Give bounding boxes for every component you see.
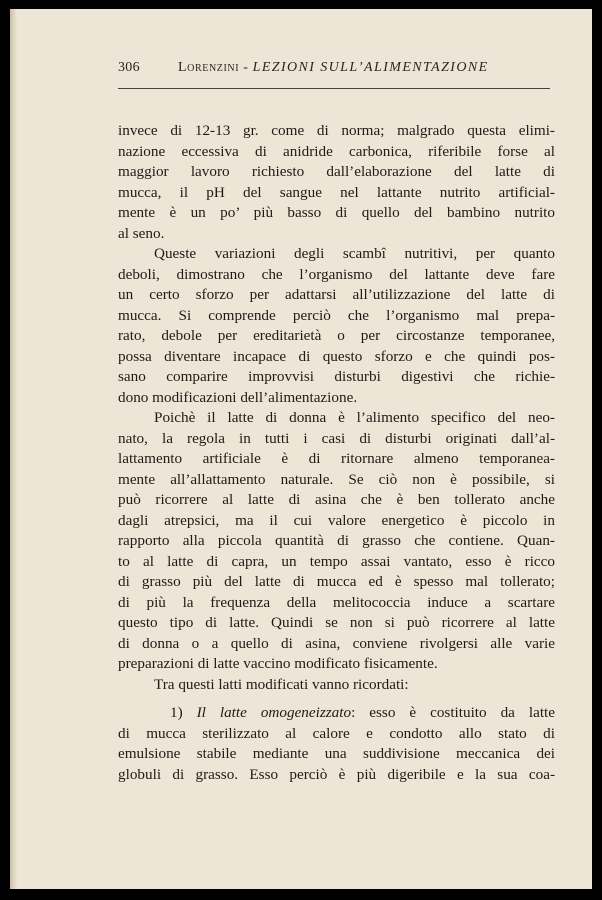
body-text: [118, 121, 555, 785]
page-number: 306: [118, 60, 140, 75]
text-line: un certo sforzo per adattarsi all’utilizzazione del latte di: [118, 286, 555, 303]
text-line: globuli di grasso. Esso perciò è più digeribile e la sua coa-: [118, 765, 555, 783]
list-item-heading: Il latte omogeneizzato: [196, 704, 352, 721]
text-line: può ricorrere al latte di asina che è ben tollerato anche: [118, 491, 555, 508]
text-line: preparazioni di latte vaccino modificato fisicamente.: [118, 655, 438, 672]
text-line: questo tipo di latte. Quindi se non si può ricorrere al latte: [118, 614, 555, 631]
text-line: dagli atrepsici, ma il cui valore energetico è piccolo in: [118, 511, 555, 529]
list-item: [118, 703, 555, 785]
text-line: nazione eccessiva di anidride carbonica, riferibile forse al: [118, 142, 555, 160]
running-header: [118, 60, 550, 82]
text-line: mucca, il pH del sangue nel lattante nutrito artificial-: [118, 183, 555, 201]
text-line: invece di 12-13 gr. come di norma; malgrado questa elimi-: [118, 122, 555, 139]
text-line: di donna o a quello di asina, conviene rivolgersi alle varie: [118, 634, 555, 652]
list-item-first-line: [118, 703, 555, 724]
book-page: [10, 9, 592, 889]
text-line: rapporto alla piccola quantità di grasso che contiene. Quan-: [118, 532, 555, 549]
paragraph: [118, 121, 555, 244]
text-line: mente all’allattamento naturale. Se ciò non è possibile, si: [118, 470, 555, 488]
header-separator: -: [239, 60, 253, 75]
text-line: sano comparire improvvisi disturbi digestivi che richie-: [118, 368, 555, 385]
text-line: al seno.: [118, 224, 165, 242]
text-line: Poichè il latte di donna è l’alimento specifico del neo-: [154, 409, 555, 426]
author-name: Lorenzini: [178, 60, 240, 75]
text-line: di grasso più del latte di mucca ed è spesso mal tollerato;: [118, 573, 555, 590]
paragraph: [118, 244, 555, 408]
book-title: LEZIONI SULL’ALIMENTAZIONE: [252, 60, 489, 75]
text-line: nato, la regola in tutti i casi di disturbi originati dall’al-: [118, 429, 555, 447]
list-item-number: 1): [170, 704, 197, 721]
running-title: [178, 60, 489, 76]
text-line: dono modificazioni dell’alimentazione.: [118, 388, 358, 406]
text-line: maggior lavoro richiesto dall’elaborazione del latte di: [118, 163, 555, 180]
text-line: rato, debole per ereditarietà o per circostanze temporanee,: [118, 327, 555, 344]
text-line: di più la frequenza della melitococcia induce a scartare: [118, 593, 555, 611]
text-line: di mucca sterilizzato al calore e condotto allo stato di: [118, 724, 555, 742]
header-rule: [118, 88, 550, 89]
page-gutter-shadow: [10, 9, 17, 889]
text-line: mente è un po’ più basso di quello del bambino nutrito: [118, 204, 555, 221]
text-line: Tra questi latti modificati vanno ricordati:: [154, 675, 409, 693]
paragraph-gap: [118, 695, 555, 703]
paragraph: [118, 675, 555, 696]
text-line: mucca. Si comprende perciò che l’organismo mal prepa-: [118, 306, 555, 324]
text-line: lattamento artificiale è di ritornare almeno temporanea-: [118, 450, 555, 467]
text-line: emulsione stabile mediante una suddivisione meccanica dei: [118, 745, 555, 762]
paragraph: [118, 408, 555, 675]
list-item-text: : esso è costituito da latte: [351, 704, 556, 721]
text-line: deboli, dimostrano che l’organismo del lattante deve fare: [118, 265, 555, 283]
text-line: to al latte di capra, un tempo assai vantato, esso è ricco: [118, 552, 555, 570]
text-line: possa diventare incapace di questo sforzo e che quindi pos-: [118, 347, 555, 365]
text-line: Queste variazioni degli scambî nutritivi, per quanto: [154, 245, 555, 262]
